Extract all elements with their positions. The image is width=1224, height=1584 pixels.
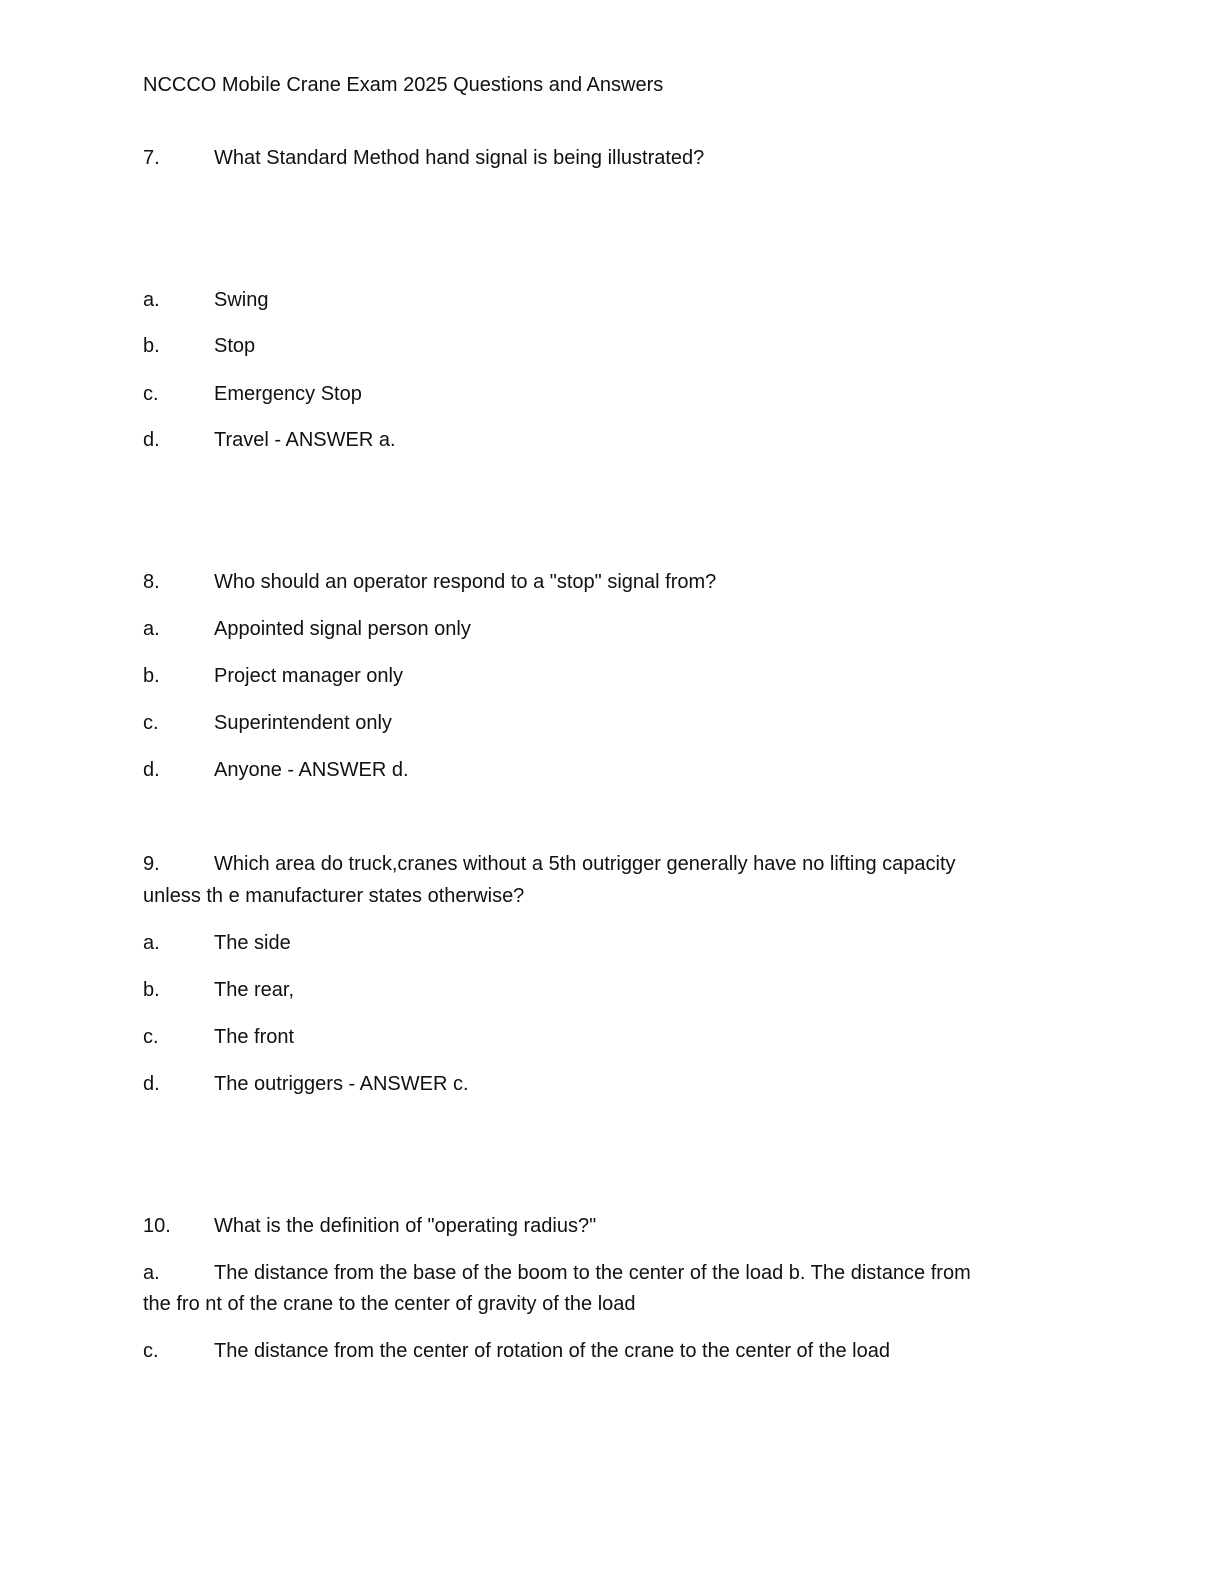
option-text: Stop — [214, 335, 256, 357]
option-text: The distance from the center of rotation of the crane to the center of the load — [214, 1340, 890, 1362]
question-number: 8. — [143, 571, 160, 593]
option-letter: d. — [143, 759, 160, 781]
option-text: Anyone - ANSWER d. — [214, 759, 409, 781]
option-letter: d. — [143, 429, 160, 451]
question-text: Who should an operator respond to a "stop" signal from? — [214, 571, 717, 593]
question-number: 10. — [143, 1215, 171, 1237]
page-header: NCCCO Mobile Crane Exam 2025 Questions and Answers — [143, 74, 664, 96]
option-text: Project manager only — [214, 665, 403, 687]
option-letter: a. — [143, 289, 160, 311]
option-text: The rear, — [214, 979, 295, 1001]
option-letter: c. — [143, 1026, 159, 1048]
option-text: The distance from the base of the boom to the center of the load b. The distance from — [214, 1262, 971, 1284]
option-text: The outriggers - ANSWER c. — [214, 1073, 469, 1095]
option-text: Emergency Stop — [214, 383, 362, 405]
question-text: Which area do truck,cranes without a 5th outrigger generally have no lifting capacity — [214, 853, 956, 875]
option-letter: a. — [143, 618, 160, 640]
option-letter: c. — [143, 712, 159, 734]
option-letter: a. — [143, 1262, 160, 1284]
option-text: Superintendent only — [214, 712, 392, 734]
question-text: What Standard Method hand signal is being illustrated? — [214, 147, 705, 169]
option-text: The side — [214, 932, 291, 954]
option-text: The front — [214, 1026, 295, 1048]
option-text: Travel - ANSWER a. — [214, 429, 396, 451]
option-letter: d. — [143, 1073, 160, 1095]
question-text-continued: unless th e manufacturer states otherwise? — [143, 885, 525, 907]
option-text: Swing — [214, 289, 269, 311]
question-number: 7. — [143, 147, 160, 169]
option-letter: b. — [143, 979, 160, 1001]
option-letter: a. — [143, 932, 160, 954]
option-letter: c. — [143, 383, 159, 405]
question-number: 9. — [143, 853, 160, 875]
option-letter: b. — [143, 665, 160, 687]
question-text: What is the definition of "operating radius?" — [214, 1215, 597, 1237]
option-letter: c. — [143, 1340, 159, 1362]
option-letter: b. — [143, 335, 160, 357]
option-text: Appointed signal person only — [214, 618, 471, 640]
option-text-continued: the fro nt of the crane to the center of gravity of the load — [143, 1293, 636, 1315]
